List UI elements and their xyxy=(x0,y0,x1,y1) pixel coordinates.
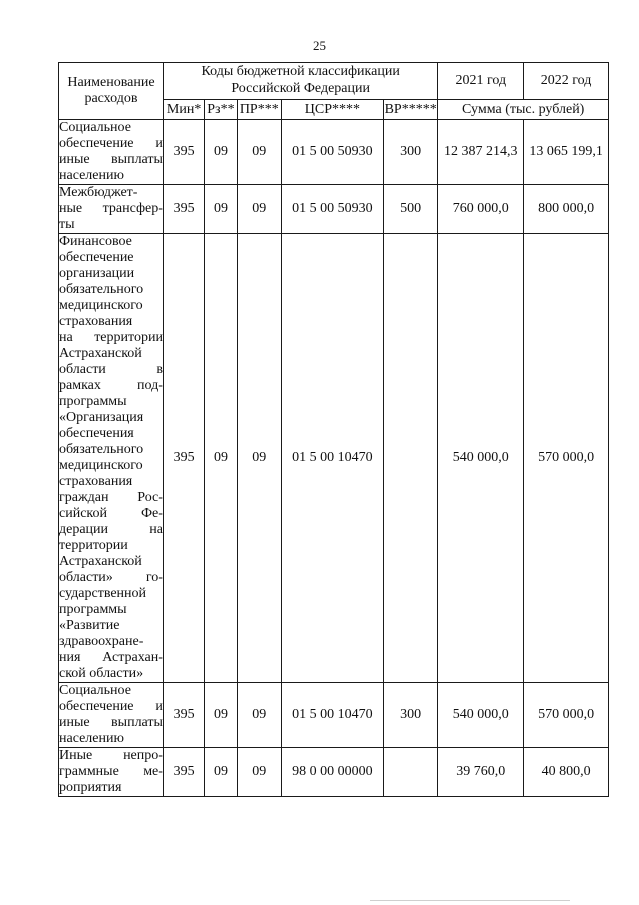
expense-name-line: дерации на xyxy=(59,522,163,537)
cell-sum-2022: 570 000,0 xyxy=(524,234,609,683)
header-year-2022: 2022 год xyxy=(524,63,609,100)
header-code-vr: ВР***** xyxy=(383,100,438,120)
cell-pr: 09 xyxy=(237,185,281,234)
cell-sum-2022: 40 800,0 xyxy=(524,748,609,797)
expense-name-line: Астраханской xyxy=(59,346,142,361)
header-code-rz: Рз** xyxy=(205,100,237,120)
cell-expense-name xyxy=(59,234,164,683)
cell-expense-name xyxy=(59,185,164,234)
cell-min: 395 xyxy=(163,234,204,683)
cell-expense-name xyxy=(59,683,164,748)
header-name-cell: Наименование расходов xyxy=(59,63,164,120)
expense-name-line: Социальное xyxy=(59,683,131,698)
page-number: 25 xyxy=(313,38,326,53)
expense-name-line: иные выплаты xyxy=(59,715,163,730)
expense-name-line: «Развитие xyxy=(59,618,120,633)
table-row xyxy=(59,748,609,797)
table-row xyxy=(59,683,609,748)
cell-sum-2022: 13 065 199,1 xyxy=(524,120,609,185)
cell-vr: 500 xyxy=(383,185,438,234)
expense-name-line: страхования xyxy=(59,314,133,329)
expense-name-line: программы xyxy=(59,394,127,409)
expense-name-line: Социальное xyxy=(59,120,131,135)
cell-vr xyxy=(383,234,438,683)
cell-rz: 09 xyxy=(205,185,237,234)
cell-rz: 09 xyxy=(205,748,237,797)
header-code-csr: ЦСР**** xyxy=(281,100,383,120)
cell-vr: 300 xyxy=(383,683,438,748)
header-year-2021: 2021 год xyxy=(438,63,524,100)
expense-name-line: сийской Фе- xyxy=(59,506,163,521)
expense-name-line: Иные непро- xyxy=(59,748,163,763)
table-row xyxy=(59,234,609,683)
cell-min: 395 xyxy=(163,120,204,185)
cell-csr: 01 5 00 10470 xyxy=(281,683,383,748)
cell-csr: 01 5 00 50930 xyxy=(281,185,383,234)
cell-rz: 09 xyxy=(205,120,237,185)
table-row xyxy=(59,120,609,185)
cell-sum-2021: 39 760,0 xyxy=(438,748,524,797)
expense-name-line: программы xyxy=(59,602,127,617)
expense-name-line: роприятия xyxy=(59,780,122,795)
expense-name-line: обеспечение xyxy=(59,250,134,265)
cell-min: 395 xyxy=(163,748,204,797)
cell-csr: 01 5 00 50930 xyxy=(281,120,383,185)
cell-sum-2021: 12 387 214,3 xyxy=(438,120,524,185)
header-codes-group: Коды бюджетной классификации Российской Федерации xyxy=(163,63,437,100)
expense-name-line: Финансовое xyxy=(59,234,132,249)
cell-expense-name xyxy=(59,120,164,185)
header-code-pr: ПР*** xyxy=(237,100,281,120)
expense-name-line: ты xyxy=(59,217,75,232)
cell-pr: 09 xyxy=(237,120,281,185)
expense-name-line: ния Астрахан- xyxy=(59,650,163,665)
expense-name-line: страхования xyxy=(59,474,133,489)
cell-rz: 09 xyxy=(205,234,237,683)
cell-min: 395 xyxy=(163,683,204,748)
table-row xyxy=(59,185,609,234)
cell-rz: 09 xyxy=(205,683,237,748)
expense-name-line: области» го- xyxy=(59,570,163,585)
expense-name-line: «Организация xyxy=(59,410,144,425)
scan-artifact-line xyxy=(370,900,570,901)
budget-rows xyxy=(59,120,609,797)
expense-name-line: обязательного xyxy=(59,442,144,457)
expense-name-line: населению xyxy=(59,168,124,183)
cell-expense-name xyxy=(59,748,164,797)
expense-name-line: сударственной xyxy=(59,586,147,601)
expense-name-line: Межбюджет- xyxy=(59,185,138,200)
expense-name-line: рамках под- xyxy=(59,378,163,393)
cell-vr: 300 xyxy=(383,120,438,185)
expense-name-line: медицинского xyxy=(59,298,143,313)
cell-sum-2021: 760 000,0 xyxy=(438,185,524,234)
header-code-min: Мин* xyxy=(163,100,204,120)
cell-pr: 09 xyxy=(237,748,281,797)
expense-name-line: населению xyxy=(59,731,124,746)
expense-name-line: граждан Рос- xyxy=(59,490,163,505)
expense-name-line: области в xyxy=(59,362,163,377)
expense-name-line: организации xyxy=(59,266,135,281)
cell-vr xyxy=(383,748,438,797)
cell-pr: 09 xyxy=(237,234,281,683)
cell-sum-2022: 800 000,0 xyxy=(524,185,609,234)
expense-name-line: граммные ме- xyxy=(59,764,163,779)
cell-csr: 01 5 00 10470 xyxy=(281,234,383,683)
expense-name-line: обеспечение и xyxy=(59,699,163,714)
expense-name-line: на территории xyxy=(59,330,163,345)
expense-name-line: обеспечение и xyxy=(59,136,163,151)
expense-name-line: обеспечения xyxy=(59,426,134,441)
expense-name-line: ской области» xyxy=(59,666,144,681)
expense-name-line: территории xyxy=(59,538,128,553)
expense-name-line: иные выплаты xyxy=(59,152,163,167)
cell-sum-2022: 570 000,0 xyxy=(524,683,609,748)
expense-name-line: медицинского xyxy=(59,458,143,473)
header-row-top xyxy=(59,63,609,100)
expense-name-line: здравоохране- xyxy=(59,634,144,649)
cell-sum-2021: 540 000,0 xyxy=(438,683,524,748)
budget-table xyxy=(58,62,609,797)
header-sum-label: Сумма (тыс. рублей) xyxy=(438,100,609,120)
cell-sum-2021: 540 000,0 xyxy=(438,234,524,683)
cell-min: 395 xyxy=(163,185,204,234)
cell-pr: 09 xyxy=(237,683,281,748)
cell-csr: 98 0 00 00000 xyxy=(281,748,383,797)
expense-name-line: ные трансфер- xyxy=(59,201,163,216)
expense-name-line: Астраханской xyxy=(59,554,142,569)
expense-name-line: обязательного xyxy=(59,282,144,297)
